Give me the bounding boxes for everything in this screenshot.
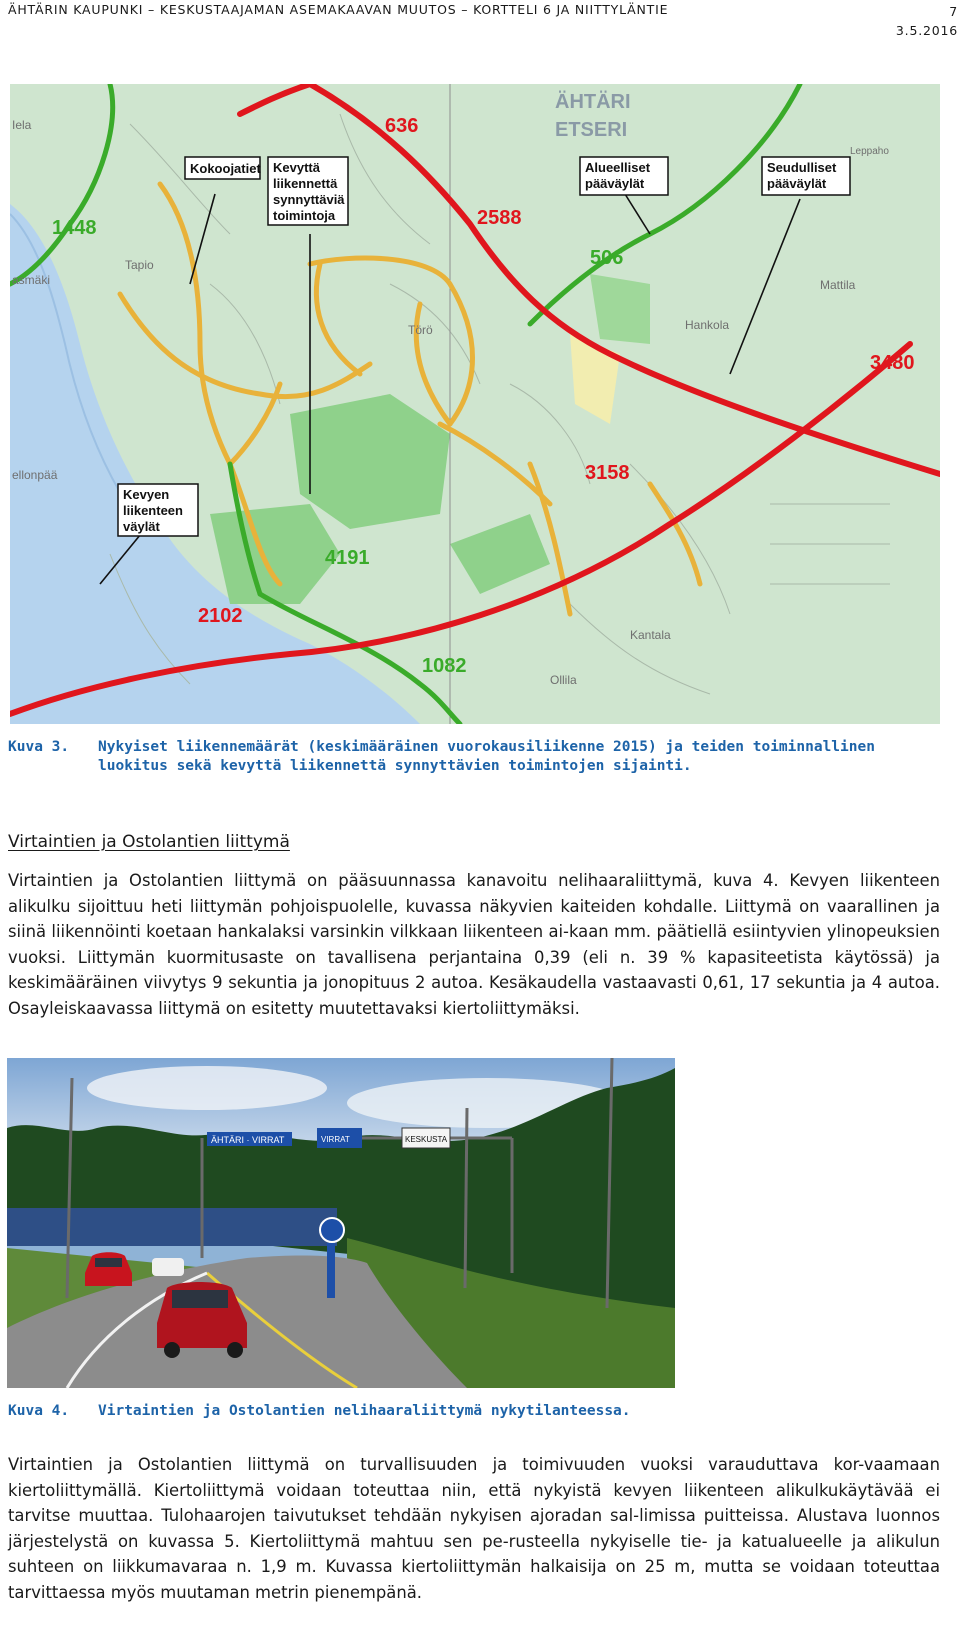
volume-3158: 3158 — [585, 462, 630, 484]
place-asmaki: asmäki — [12, 273, 51, 287]
place-mattila: Mattila — [820, 278, 856, 292]
photo-car-front — [157, 1282, 247, 1358]
svg-text:ÄHTÄRI · VIRRAT: ÄHTÄRI · VIRRAT — [211, 1135, 285, 1145]
place-toro: Törö — [408, 323, 433, 337]
svg-text:Seudulliset: Seudulliset — [767, 160, 837, 175]
svg-text:synnyttäviä: synnyttäviä — [273, 192, 345, 207]
figure-4-text: Virtaintien ja Ostolantien nelihaaraliittymä nykytilanteessa. — [98, 1403, 631, 1419]
svg-text:toimintoja: toimintoja — [273, 208, 336, 223]
svg-text:väylät: väylät — [123, 519, 160, 534]
svg-text:liikennettä: liikennettä — [273, 176, 338, 191]
intersection-photo — [7, 1058, 675, 1388]
svg-text:Alueelliset: Alueelliset — [585, 160, 651, 175]
place-ellonpaa: ellonpää — [12, 468, 58, 482]
section-heading: Virtaintien ja Ostolantien liittymä — [8, 832, 290, 852]
svg-text:pääväylät: pääväylät — [585, 176, 645, 191]
photo-car-back — [85, 1252, 132, 1286]
svg-text:Kevyen: Kevyen — [123, 487, 170, 502]
photo-bollard — [327, 1243, 335, 1298]
svg-text:ÄHTÄRI: ÄHTÄRI — [555, 91, 631, 113]
volume-2588: 2588 — [477, 207, 522, 229]
volume-2102: 2102 — [198, 605, 243, 627]
svg-text:VIRRAT: VIRRAT — [321, 1135, 350, 1144]
document-date: 3.5.2016 — [895, 23, 958, 38]
paragraph-2: Virtaintien ja Ostolantien liittymä on turvallisuuden ja toimivuuden vuoksi varauduttava kor-vaamaan kiertoliittymällä. Kiertoliittymä voidaan toteuttaa niin, että nykyistä kevyen liikenteen alikulkukäytävää ei tarvitse muuttaa. Tulohaarojen taivutukset tehdään nykyisen ajoradan sal-limissa puitteissa. Alustava luonnos järjestelystä on kuvassa 5. Kiertoliittymä mahtuu sen pe-rusteella nykyiselle tie- ja katualueelle ja alikulun suhteen on liikkumavaraa n. 1,9 m. Kuvassa kiertoliittymän halkaisija on 25 m, mutta se voidaan toteuttaa tarvittaessa myös muutaman metrin pienempänä. — [8, 1455, 940, 1602]
svg-text:pääväylät: pääväylät — [767, 176, 827, 191]
volume-1082: 1082 — [422, 655, 467, 677]
place-iela: Iela — [12, 118, 32, 132]
photo-keep-right-sign — [320, 1218, 344, 1242]
document-header-title: ÄHTÄRIN KAUPUNKI – KESKUSTAAJAMAN ASEMAKAAVAN MUUTOS – KORTTELI 6 JA NIITTYLÄNTIE — [8, 2, 669, 17]
place-tapio: Tapio — [125, 258, 154, 272]
intersection-photo-figure — [7, 1058, 675, 1388]
document-header-meta — [896, 2, 958, 40]
place-ollila: Ollila — [550, 673, 577, 687]
volume-506: 506 — [590, 247, 624, 269]
legend-kokoojatiet: Kokoojatiet — [190, 161, 261, 176]
photo-car-white — [152, 1258, 184, 1276]
figure-3-number: Kuva 3. — [8, 739, 70, 755]
svg-text:ETSERI: ETSERI — [555, 119, 628, 141]
volume-636: 636 — [385, 115, 419, 137]
volume-3480: 3480 — [870, 352, 915, 374]
traffic-map — [10, 84, 940, 724]
figure-3-text: Nykyiset liikennemäärät (keskimääräinen vuorokausiliikenne 2015) ja teiden toiminnallinen luokitus sekä kevyttä liikennettä synnyttävien toimintojen sijainti. — [98, 739, 875, 774]
traffic-map-figure — [10, 84, 940, 724]
volume-4191: 4191 — [325, 547, 370, 569]
figure-3-caption — [8, 738, 948, 778]
svg-text:Kevyttä: Kevyttä — [273, 160, 320, 175]
figure-4-caption — [8, 1402, 948, 1422]
place-hankola: Hankola — [685, 318, 730, 332]
photo-lake — [7, 1208, 337, 1246]
svg-text:KESKUSTA: KESKUSTA — [405, 1135, 448, 1144]
paragraph-1: Virtaintien ja Ostolantien liittymä on pääsuunnassa kanavoitu nelihaaraliittymä, kuva 4. Kevyen liikenteen alikulku sijoittuu heti liittymän pohjoispuolelle, kuvassa näkyvien kaiteiden kohdalle. Liittymä on vaarallinen ja siinä liikennöinti koetaan hankalaksi varsinkin vilkkaan liikenteen ai-kaan mm. päätiellä esiintyvien ylinopeuksien vuoksi. Liittymän kuormitusaste on tavallisena perjantaina 0,39 (eli n. 39 % kapasiteetista käytössä) ja keskimääräinen viivytys 9 sekuntia ja jonopituus 2 autoa. Kesäkaudella vastaavasti 0,61, 17 sekuntia ja 4 autoa. Osayleiskaavassa liittymä on esitetty muutettavaksi kiertoliittymäksi. — [8, 871, 940, 1018]
volume-1448: 1448 — [52, 217, 97, 239]
place-leppaho: Leppaho — [850, 146, 889, 157]
svg-text:liikenteen: liikenteen — [123, 503, 183, 518]
page-number: 7 — [949, 4, 958, 19]
place-kantala: Kantala — [630, 628, 671, 642]
figure-4-number: Kuva 4. — [8, 1403, 70, 1419]
photo-cloud — [87, 1066, 327, 1110]
